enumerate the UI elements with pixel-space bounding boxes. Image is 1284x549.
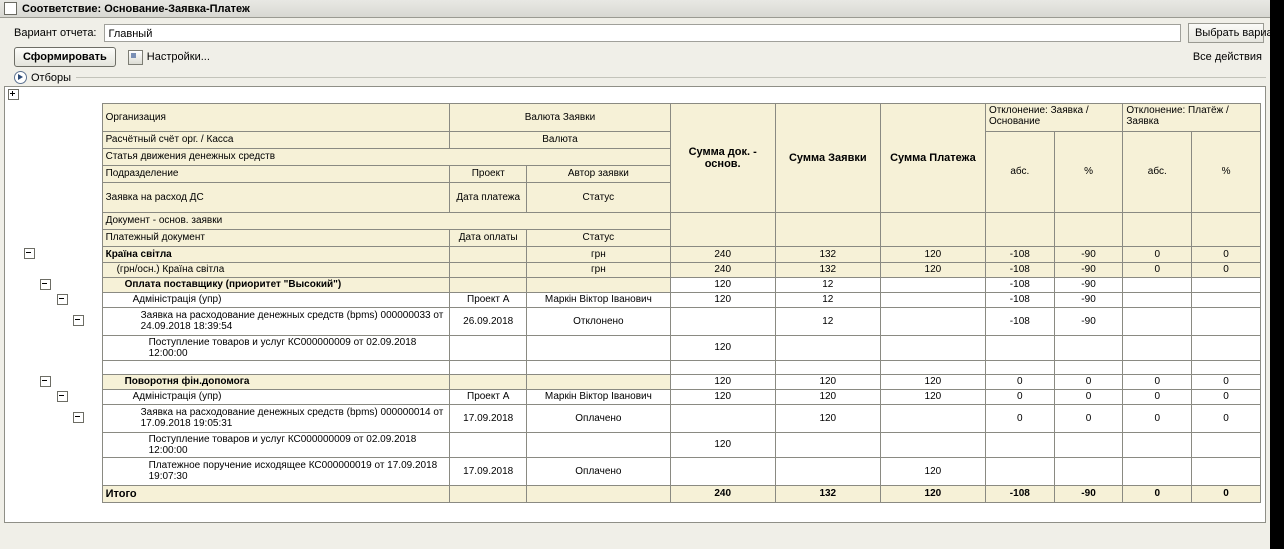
row-label: Країна світла [102, 246, 450, 262]
row-pct1: -90 [1054, 277, 1123, 292]
tree-gutter-group [5, 457, 102, 485]
row-sum-request: 12 [775, 292, 880, 307]
row-pct2 [1192, 360, 1261, 374]
row-col2 [450, 246, 527, 262]
row-sum-request [775, 432, 880, 457]
header-row-6 [5, 212, 1261, 229]
row-abs1 [985, 432, 1054, 457]
row-col2 [450, 277, 527, 292]
row-sum-request [775, 360, 880, 374]
tree-gutter-5 [86, 335, 102, 360]
total-col2 [450, 485, 527, 502]
row-abs2 [1123, 432, 1192, 457]
row-abs1: -108 [985, 307, 1054, 335]
total-pct1: -90 [1054, 485, 1123, 502]
header-subdivision: Подразделение [102, 165, 450, 182]
tree-gutter-1 [21, 389, 37, 404]
header-dev-request-basis: Отклонение: Заявка / Основание [985, 103, 1122, 131]
row-pct1 [1054, 360, 1123, 374]
row-abs1: -108 [985, 262, 1054, 277]
row-toggle[interactable] [54, 389, 70, 404]
row-label: Адміністрація (упр) [102, 389, 450, 404]
tree-gutter-0 [5, 292, 21, 307]
row-pct2 [1192, 307, 1261, 335]
expand-all-cell[interactable] [5, 87, 21, 103]
tree-gutter-0 [5, 404, 21, 432]
header-dev-payment-request: Отклонение: Платёж / Заявка [1123, 103, 1261, 131]
expand-plus-icon[interactable] [8, 89, 19, 100]
tree-gutter-1 [21, 292, 37, 307]
header-status2: Статус [527, 229, 671, 246]
report-table [5, 87, 1261, 503]
row-sum-request: 132 [775, 262, 880, 277]
table-row[interactable] [5, 374, 1261, 389]
row-sum-doc: 120 [670, 432, 775, 457]
row-sum-request: 12 [775, 307, 880, 335]
row-sum-payment [880, 432, 985, 457]
total-sum-doc: 240 [670, 485, 775, 502]
row-pct1: 0 [1054, 374, 1123, 389]
row-abs2: 0 [1123, 404, 1192, 432]
tree-gutter-0 [5, 389, 21, 404]
header-abs2-filler [1123, 212, 1192, 246]
table-toprow [5, 87, 1261, 103]
table-row[interactable] [5, 335, 1261, 360]
row-col3: грн [527, 246, 671, 262]
row-col2 [450, 335, 527, 360]
tree-gutter-3 [54, 404, 70, 432]
row-sum-payment: 120 [880, 457, 985, 485]
row-sum-request: 132 [775, 246, 880, 262]
header-abs1: абс. [985, 131, 1054, 212]
row-col2 [450, 432, 527, 457]
tree-gutter-1 [21, 404, 37, 432]
row-pct1 [1054, 457, 1123, 485]
row-sum-doc: 120 [670, 389, 775, 404]
row-col2 [450, 374, 527, 389]
row-abs2 [1123, 292, 1192, 307]
row-sum-payment: 120 [880, 389, 985, 404]
row-sum-payment: 120 [880, 262, 985, 277]
header-sumreq-filler [775, 212, 880, 246]
row-pct1 [1054, 432, 1123, 457]
all-actions-button[interactable]: Все действия [1192, 51, 1262, 63]
total-row [5, 485, 1261, 502]
tree-gutter-2 [54, 374, 103, 389]
header-payment-date: Дата платежа [450, 182, 527, 212]
row-pct2: 0 [1192, 404, 1261, 432]
row-abs1: -108 [985, 277, 1054, 292]
header-sum-request: Сумма Заявки [775, 103, 880, 212]
row-col2: 17.09.2018 [450, 404, 527, 432]
row-pct1: -90 [1054, 262, 1123, 277]
row-col3 [527, 277, 671, 292]
row-abs1 [985, 457, 1054, 485]
settings-label: Настройки... [146, 51, 210, 63]
collapse-minus-icon[interactable] [24, 248, 35, 259]
total-label: Итого [102, 485, 450, 502]
row-abs2: 0 [1123, 262, 1192, 277]
header-request-author: Автор заявки [527, 165, 671, 182]
variant-input[interactable]: Главный [104, 24, 1182, 42]
tree-gutter-4 [70, 335, 86, 360]
tree-gutter-0 [5, 335, 21, 360]
row-pct1: -90 [1054, 246, 1123, 262]
row-sum-doc: 120 [670, 277, 775, 292]
settings-button[interactable] [128, 50, 210, 65]
row-abs2: 0 [1123, 374, 1192, 389]
tree-gutter-4 [86, 404, 102, 432]
row-abs1 [985, 335, 1054, 360]
header-currency-request: Валюта Заявки [450, 103, 670, 131]
row-sum-payment [880, 292, 985, 307]
total-abs1: -108 [985, 485, 1054, 502]
row-pct2: 0 [1192, 374, 1261, 389]
header-project: Проект [450, 165, 527, 182]
table-row [5, 360, 1261, 374]
table-row[interactable] [5, 246, 1261, 262]
collapse-minus-icon[interactable] [40, 376, 51, 387]
row-abs2: 0 [1123, 246, 1192, 262]
tree-gutter-1 [37, 246, 102, 262]
tree-gutter-0 [5, 246, 21, 262]
row-sum-doc [670, 404, 775, 432]
tree-gutter-3 [54, 307, 70, 335]
tree-gutter-2 [37, 404, 53, 432]
row-sum-payment [880, 360, 985, 374]
table-row[interactable] [5, 307, 1261, 335]
row-sum-payment: 120 [880, 374, 985, 389]
header-abs2: абс. [1123, 131, 1192, 212]
row-toggle[interactable] [21, 246, 37, 262]
row-pct1: -90 [1054, 307, 1123, 335]
row-sum-doc [670, 307, 775, 335]
header-pct1: % [1054, 131, 1123, 212]
window-titlebar [0, 0, 1270, 18]
row-toggle[interactable] [70, 307, 86, 335]
total-gutter [5, 485, 102, 502]
row-sum-doc: 240 [670, 262, 775, 277]
total-abs2: 0 [1123, 485, 1192, 502]
header-pay-date: Дата оплаты [450, 229, 527, 246]
tree-gutter-spacer [5, 360, 102, 374]
filters-label: Отборы [31, 72, 76, 84]
collapse-minus-icon[interactable] [57, 391, 68, 402]
row-pct2 [1192, 335, 1261, 360]
row-sum-request: 120 [775, 389, 880, 404]
pick-variant-button[interactable]: Выбрать вариант [1188, 23, 1264, 43]
row-sum-payment [880, 404, 985, 432]
command-row [0, 46, 1270, 70]
row-sum-doc: 120 [670, 335, 775, 360]
header-document-basis: Документ - основ. заявки [102, 212, 670, 229]
header-request-expense: Заявка на расход ДС [102, 182, 450, 212]
row-label: Платежное поручение исходящее КС000000019 от 17.09.2018 19:07:30 [102, 457, 450, 485]
header-pct2: % [1192, 131, 1261, 212]
header-payment-document: Платежный документ [102, 229, 450, 246]
row-col3: Маркін Віктор Іванович [527, 389, 671, 404]
row-pct2: 0 [1192, 389, 1261, 404]
total-pct2: 0 [1192, 485, 1261, 502]
row-pct2 [1192, 432, 1261, 457]
header-cashflow-item: Статья движения денежных средств [102, 148, 670, 165]
tree-gutter-0 [5, 277, 21, 292]
window-icon [4, 2, 17, 15]
variant-row [0, 18, 1284, 46]
table-row[interactable] [5, 262, 1261, 277]
header-sum-doc: Сумма док. - основ. [670, 103, 775, 212]
header-sumdoc-filler [670, 212, 775, 246]
tree-gutter-2 [37, 335, 53, 360]
row-abs2 [1123, 457, 1192, 485]
tree-gutter-2 [54, 277, 103, 292]
row-sum-payment: 120 [880, 246, 985, 262]
tree-gutter-2 [37, 307, 53, 335]
row-sum-payment [880, 307, 985, 335]
tree-gutter-0 [5, 307, 21, 335]
row-abs2 [1123, 307, 1192, 335]
row-pct2: 0 [1192, 246, 1261, 262]
row-toggle[interactable] [70, 404, 86, 432]
header-pct1-filler [1054, 212, 1123, 246]
filters-bar[interactable] [0, 70, 1270, 86]
row-label: Поступление товаров и услуг КС000000009 от 02.09.2018 12:00:00 [102, 335, 450, 360]
row-sum-request: 12 [775, 277, 880, 292]
row-col2 [450, 360, 527, 374]
collapse-minus-icon[interactable] [73, 412, 84, 423]
row-abs2 [1123, 335, 1192, 360]
row-sum-payment [880, 335, 985, 360]
table-row[interactable] [5, 404, 1261, 432]
row-abs2 [1123, 277, 1192, 292]
tree-gutter-group [5, 432, 102, 457]
tree-gutter-4 [86, 307, 102, 335]
row-pct1: 0 [1054, 389, 1123, 404]
filters-divider [76, 77, 1266, 78]
row-col2: 17.09.2018 [450, 457, 527, 485]
row-sum-doc: 240 [670, 246, 775, 262]
header-sum-payment: Сумма Платежа [880, 103, 985, 212]
header-pct2-filler [1192, 212, 1261, 246]
report-area[interactable] [4, 86, 1266, 523]
row-sum-doc: 120 [670, 292, 775, 307]
row-abs1: 0 [985, 374, 1054, 389]
tree-gutter-1 [21, 374, 37, 389]
row-label: Поворотня фін.допомога [102, 374, 450, 389]
row-sum-request: 120 [775, 404, 880, 432]
table-row[interactable] [5, 432, 1261, 457]
tree-gutter-3 [70, 292, 102, 307]
collapse-minus-icon[interactable] [40, 279, 51, 290]
row-col2: 26.09.2018 [450, 307, 527, 335]
variant-label: Вариант отчета: [14, 27, 97, 39]
tree-gutter-3 [54, 335, 70, 360]
row-col3 [527, 360, 671, 374]
row-label: Поступление товаров и услуг КС000000009 от 02.09.2018 12:00:00 [102, 432, 450, 457]
row-sum-doc [670, 360, 775, 374]
row-col3: Отклонено [527, 307, 671, 335]
generate-button[interactable]: Сформировать [14, 47, 116, 67]
row-sum-payment [880, 277, 985, 292]
row-abs2: 0 [1123, 389, 1192, 404]
tree-gutter-0 [5, 262, 21, 277]
row-pct2 [1192, 292, 1261, 307]
tree-gutter-2 [37, 389, 53, 404]
row-label: Заявка на расходование денежных средств (bpms) 000000014 от 17.09.2018 19:05:31 [102, 404, 450, 432]
toprow-spacer2 [102, 87, 1260, 103]
window-title: Соответствие: Основание-Заявка-Платеж [22, 2, 250, 15]
row-label: Адміністрація (упр) [102, 292, 450, 307]
row-col3: Оплачено [527, 457, 671, 485]
tree-gutter-1 [21, 307, 37, 335]
row-abs1: 0 [985, 389, 1054, 404]
row-col2: Проект А [450, 292, 527, 307]
table-row[interactable] [5, 389, 1261, 404]
row-col3 [527, 374, 671, 389]
row-label [102, 360, 450, 374]
table-row[interactable] [5, 457, 1261, 485]
header-status: Статус [527, 182, 671, 212]
header-gutter [5, 103, 102, 246]
row-pct1 [1054, 335, 1123, 360]
tree-gutter-2 [37, 262, 102, 277]
row-toggle[interactable] [37, 374, 53, 389]
row-abs1 [985, 360, 1054, 374]
row-label: (грн/осн.) Країна світла [102, 262, 450, 277]
row-col3: грн [527, 262, 671, 277]
header-organization: Организация [102, 103, 450, 131]
row-abs1: 0 [985, 404, 1054, 432]
row-toggle[interactable] [54, 292, 70, 307]
row-pct2 [1192, 277, 1261, 292]
header-abs1-filler [985, 212, 1054, 246]
total-sum-payment: 120 [880, 485, 985, 502]
row-col3: Оплачено [527, 404, 671, 432]
row-label: Заявка на расходование денежных средств (bpms) 000000033 от 24.09.2018 18:39:54 [102, 307, 450, 335]
total-col3 [527, 485, 671, 502]
row-col2 [450, 262, 527, 277]
expand-triangle-icon[interactable] [14, 71, 27, 84]
header-sumpay-filler [880, 212, 985, 246]
row-sum-request [775, 457, 880, 485]
table-row[interactable] [5, 277, 1261, 292]
row-pct2 [1192, 457, 1261, 485]
row-sum-doc: 120 [670, 374, 775, 389]
row-col3 [527, 335, 671, 360]
tree-gutter-3 [70, 389, 102, 404]
row-sum-request [775, 335, 880, 360]
row-abs1: -108 [985, 292, 1054, 307]
header-account: Расчётный счёт орг. / Касса [102, 131, 450, 148]
header-row-2 [5, 131, 1261, 148]
row-toggle[interactable] [37, 277, 53, 292]
collapse-minus-icon[interactable] [73, 315, 84, 326]
row-label: Оплата поставщику (приоритет "Высокий") [102, 277, 450, 292]
tree-gutter-1 [21, 277, 37, 292]
row-sum-request: 120 [775, 374, 880, 389]
row-pct1: -90 [1054, 292, 1123, 307]
row-pct2: 0 [1192, 262, 1261, 277]
row-abs1: -108 [985, 246, 1054, 262]
row-col2: Проект А [450, 389, 527, 404]
row-col3 [527, 432, 671, 457]
row-sum-doc [670, 457, 775, 485]
total-sum-request: 132 [775, 485, 880, 502]
row-abs2 [1123, 360, 1192, 374]
toprow-spacer [21, 87, 102, 103]
row-col3: Маркін Віктор Іванович [527, 292, 671, 307]
header-currency: Валюта [450, 131, 670, 148]
collapse-minus-icon[interactable] [57, 294, 68, 305]
tree-gutter-0 [5, 374, 21, 389]
tree-gutter-1 [21, 335, 37, 360]
header-row-1 [5, 103, 1261, 131]
row-pct1: 0 [1054, 404, 1123, 432]
table-row[interactable] [5, 292, 1261, 307]
tree-gutter-1 [21, 262, 37, 277]
settings-icon [128, 50, 143, 65]
tree-gutter-2 [37, 292, 53, 307]
